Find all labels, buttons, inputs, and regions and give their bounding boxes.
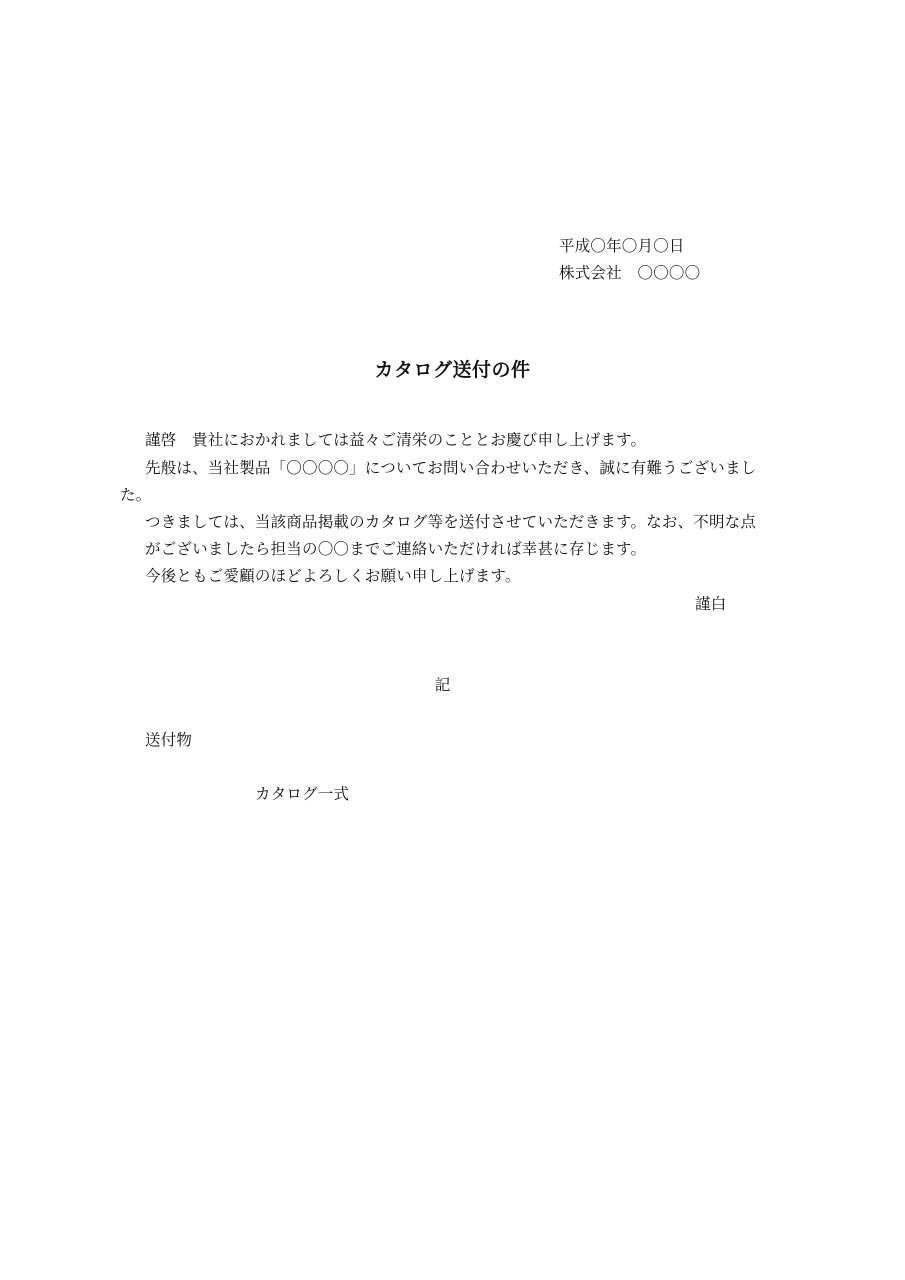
body-line-3: た。: [120, 486, 152, 504]
letter-title: カタログ送付の件: [374, 359, 531, 381]
enclosure-item: カタログ一式: [255, 785, 350, 803]
greeting-line: 謹啓 貴社におかれましては益々ご清栄のこととお慶び申し上げます。: [145, 431, 647, 449]
body-line-4: つきましては、当該商品掲載のカタログ等を送付させていただきます。なお、不明な点: [145, 513, 757, 531]
record-heading: 記: [434, 676, 451, 694]
enclosure-label: 送付物: [145, 731, 193, 749]
body-line-2: 先般は、当社製品「〇〇〇〇」についてお問い合わせいただき、誠に有難うございまし: [145, 459, 757, 477]
sender-company: 株式会社 〇〇〇〇: [559, 264, 701, 282]
body-line-6: 今後ともご愛顧のほどよろしくお願い申し上げます。: [145, 567, 521, 585]
body-line-5: がございましたら担当の〇〇までご連絡いただければ幸甚に存じます。: [145, 540, 647, 558]
letter-date: 平成〇年〇月〇日: [559, 237, 685, 255]
closing-phrase: 謹白: [695, 595, 727, 613]
